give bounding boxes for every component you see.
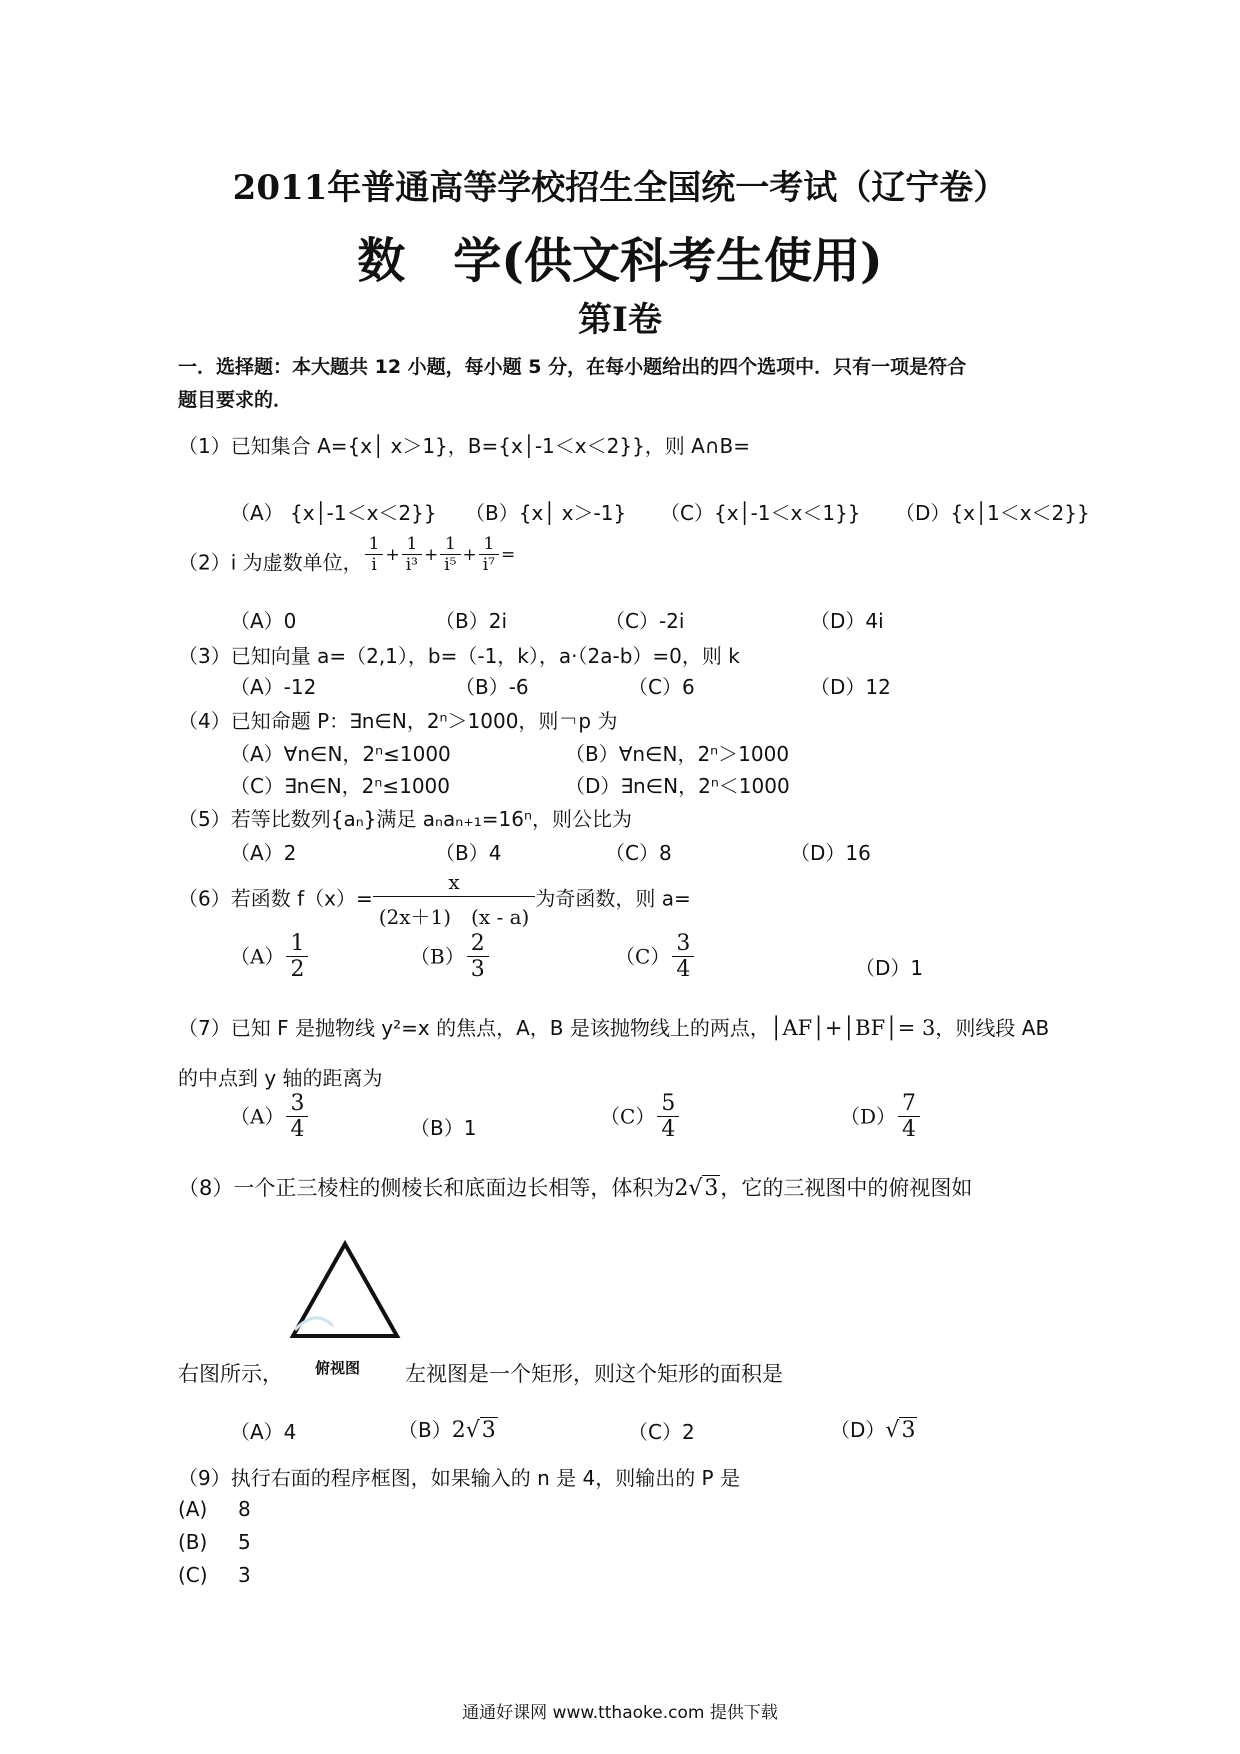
q2-num-2: 1 xyxy=(406,534,418,554)
q2-den-1: i xyxy=(365,554,384,575)
question-4-stem: （4）已知命题 P：∃n∈N，2ⁿ＞1000，则￢p 为 xyxy=(178,709,618,733)
q6-denominator: (2x＋1) (x - a) xyxy=(373,896,536,930)
question-7-option-a xyxy=(230,1092,310,1144)
q6-opt-c-num: 3 xyxy=(676,931,691,956)
q7-opt-d-num: 7 xyxy=(902,1091,917,1116)
question-3-option-d: （D）12 xyxy=(810,675,891,699)
question-4-option-d: （D）∃n∈N，2ⁿ＜1000 xyxy=(565,774,790,798)
question-1-option-a: （A） {x│-1＜x＜2}} xyxy=(230,501,437,525)
q8-opt-b-rad: 3 xyxy=(481,1418,496,1443)
volume-title: 第Ⅰ卷 xyxy=(578,300,662,340)
q2-den-2: i³ xyxy=(402,554,422,575)
question-8-volume xyxy=(674,1176,720,1201)
question-4-option-a: （A）∀n∈N，2ⁿ≤1000 xyxy=(230,742,451,766)
question-8-suffix: ，它的三视图中的俯视图如 xyxy=(720,1176,973,1200)
q7-opt-c-label: （C） xyxy=(600,1104,656,1129)
question-8-stem-line2-prefix: 右图所示， xyxy=(178,1362,283,1386)
question-9-option-b-value: 5 xyxy=(238,1530,251,1554)
q6-numerator: x xyxy=(448,870,460,894)
question-7-option-d xyxy=(840,1092,922,1144)
q7-opt-c-den: 4 xyxy=(657,1116,679,1143)
question-3-option-c: （C）6 xyxy=(628,675,695,699)
question-8-option-b xyxy=(398,1414,498,1443)
question-6-option-a xyxy=(230,932,310,984)
q6-opt-a-den: 2 xyxy=(286,956,308,983)
question-2-option-d: （D）4i xyxy=(810,609,884,633)
q8-volume-coef: 2 xyxy=(674,1176,689,1201)
question-9-option-c-label: (C) xyxy=(178,1563,208,1587)
question-6-option-b xyxy=(410,932,491,984)
sqrt-icon: √ xyxy=(688,1176,703,1201)
question-8-prefix: （8）一个正三棱柱的侧棱长和底面边长相等，体积为 xyxy=(178,1176,675,1200)
q7-opt-d-label: （D） xyxy=(840,1104,897,1129)
figure-caption: 俯视图 xyxy=(315,1359,361,1377)
question-9-stem: （9）执行右面的程序框图，如果输入的 n 是 4，则输出的 P 是 xyxy=(178,1466,740,1490)
q7-opt-d-den: 4 xyxy=(898,1116,920,1143)
question-1-stem: （1）已知集合 A={x│ x＞1}，B={x│-1＜x＜2}}，则 A∩B= xyxy=(178,434,750,458)
q2-num-4: 1 xyxy=(483,534,495,554)
q2-num-1: 1 xyxy=(368,534,380,554)
q7-opt-a-label: （A） xyxy=(230,1104,285,1129)
q7-opt-c-num: 5 xyxy=(661,1091,676,1116)
question-2-option-c: （C）-2i xyxy=(605,609,685,633)
q7-opt-a-den: 4 xyxy=(286,1116,308,1143)
q2-den-4: i⁷ xyxy=(479,554,499,575)
question-9-option-a-label: (A) xyxy=(178,1497,208,1521)
q6-opt-c-label: （C） xyxy=(615,944,671,969)
question-7-option-b: （B）1 xyxy=(410,1116,477,1140)
page-footer: 通通好课网 www.tthaoke.com 提供下载 xyxy=(462,1703,778,1723)
question-6-prefix: （6）若函数 f（x）= xyxy=(178,886,373,911)
question-5-option-c: （C）8 xyxy=(605,841,672,865)
q2-den-3: i⁵ xyxy=(440,554,460,575)
question-3-stem: （3）已知向量 a=（2,1），b=（-1，k），a·（2a-b）=0，则 k xyxy=(178,644,740,668)
q2-equals: = xyxy=(501,544,516,565)
question-9-option-a-value: 8 xyxy=(238,1497,251,1521)
question-2-option-a: （A）0 xyxy=(230,609,297,633)
question-6-stem xyxy=(178,870,691,930)
question-5-option-b: （B）4 xyxy=(435,841,502,865)
sqrt-icon: √ xyxy=(885,1418,900,1443)
question-8-option-d xyxy=(830,1414,917,1443)
section-heading-line1: 一．选择题：本大题共 12 小题，每小题 5 分，在每小题给出的四个选项中．只有一项是符合 xyxy=(178,356,967,378)
question-3-option-b: （B）-6 xyxy=(455,675,529,699)
question-2-expression: 1 i + 1 i³ + 1 i⁵ + 1 i⁷ = xyxy=(363,545,516,565)
triangle-shape xyxy=(293,1244,397,1336)
q8-volume-rad: 3 xyxy=(704,1176,719,1201)
question-3-option-a: （A）-12 xyxy=(230,675,317,699)
q6-opt-b-num: 2 xyxy=(470,931,485,956)
question-2-stem xyxy=(178,534,516,585)
question-7-option-c xyxy=(600,1092,681,1144)
section-heading-line2: 题目要求的． xyxy=(178,389,293,411)
question-7-expression: │AF│+│BF│= 3 xyxy=(769,1016,936,1040)
q6-opt-b-den: 3 xyxy=(467,956,489,983)
question-2-prefix: （2）i 为虚数单位， xyxy=(178,550,363,575)
question-9-option-b-label: (B) xyxy=(178,1530,208,1554)
exam-title: 2011年普通高等学校招生全国统一考试（辽宁卷） xyxy=(232,168,1008,208)
question-8-stem-line1 xyxy=(178,1172,972,1202)
question-7-prefix: （7）已知 F 是抛物线 y²=x 的焦点，A，B 是该抛物线上的两点， xyxy=(178,1016,770,1040)
question-4-option-c: （C）∃n∈N，2ⁿ≤1000 xyxy=(230,774,451,798)
q6-opt-c-den: 4 xyxy=(672,956,694,983)
question-1-option-d: （D）{x│1＜x＜2}} xyxy=(895,501,1090,525)
subject-title: 数 学(供文科考生使用) xyxy=(357,233,883,289)
question-4-option-b: （B）∀n∈N，2ⁿ＞1000 xyxy=(565,742,790,766)
q6-opt-b-label: （B） xyxy=(410,944,465,969)
question-1-option-b: （B）{x│ x＞-1} xyxy=(465,501,627,525)
question-9-option-c-value: 3 xyxy=(238,1563,251,1587)
question-8-option-c: （C）2 xyxy=(628,1420,695,1444)
question-6-fraction xyxy=(373,870,536,930)
question-5-stem: （5）若等比数列{aₙ}满足 aₙaₙ₊₁=16ⁿ，则公比为 xyxy=(178,807,632,831)
q7-opt-a-num: 3 xyxy=(290,1091,305,1116)
top-view-triangle-figure xyxy=(285,1238,405,1350)
question-5-option-d: （D）16 xyxy=(790,841,871,865)
question-7-stem-line1 xyxy=(178,1012,1049,1041)
q6-opt-a-num: 1 xyxy=(290,931,305,956)
question-8-option-a: （A）4 xyxy=(230,1420,297,1444)
question-1-option-c: （C）{x│-1＜x＜1}} xyxy=(660,501,861,525)
question-6-suffix: 为奇函数，则 a= xyxy=(535,886,691,911)
question-7-stem-line2: 的中点到 y 轴的距离为 xyxy=(178,1066,383,1090)
question-6-option-c xyxy=(615,932,696,984)
q8-opt-b-coef: 2 xyxy=(451,1418,466,1443)
question-5-option-a: （A）2 xyxy=(230,841,297,865)
question-6-option-d: （D）1 xyxy=(855,956,924,980)
question-2-option-b: （B）2i xyxy=(435,609,508,633)
question-7-suffix: ，则线段 AB xyxy=(935,1016,1050,1040)
sqrt-icon: √ xyxy=(465,1418,480,1443)
q6-opt-a-label: （A） xyxy=(230,944,285,969)
q8-opt-d-rad: 3 xyxy=(901,1418,916,1443)
question-8-stem-line2-suffix: 左视图是一个矩形，则这个矩形的面积是 xyxy=(405,1362,783,1386)
q8-opt-d-label: （D） xyxy=(830,1418,886,1442)
q2-num-3: 1 xyxy=(444,534,456,554)
q8-opt-b-label: （B） xyxy=(398,1418,452,1442)
